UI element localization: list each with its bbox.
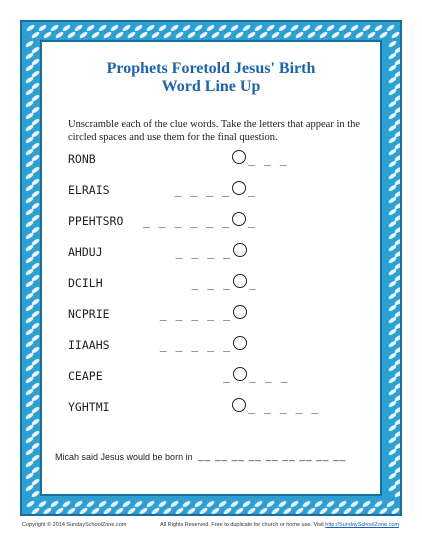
fish-icon	[235, 31, 245, 39]
fish-icon	[25, 184, 35, 192]
clue-word: ELRAIS	[68, 183, 110, 197]
fish-icon	[386, 24, 396, 32]
circled-blank[interactable]	[233, 243, 247, 257]
fish-icon	[25, 136, 35, 144]
answer-blanks-before[interactable]: _ _ _	[191, 276, 231, 290]
fish-icon	[25, 460, 35, 468]
fish-icon	[338, 500, 348, 508]
footer-link[interactable]: http://SundaySchoolZone.com	[325, 522, 399, 528]
fish-icon	[388, 208, 398, 216]
fish-icon	[362, 24, 372, 32]
fish-icon	[271, 31, 281, 39]
fish-icon	[115, 507, 125, 515]
fish-icon	[388, 292, 398, 300]
fish-icon	[362, 500, 372, 508]
fish-icon	[388, 328, 398, 336]
answer-blanks-before[interactable]: _ _ _ _ _ _	[142, 214, 230, 228]
fish-icon	[25, 244, 35, 252]
answer-blanks-after[interactable]: _ _ _	[249, 369, 289, 383]
fish-icon	[278, 500, 288, 508]
fish-icon	[206, 24, 216, 32]
clue-word: RONB	[68, 152, 96, 166]
fish-icon	[31, 31, 41, 39]
fish-icon	[74, 24, 84, 32]
fish-icon	[25, 220, 35, 228]
footer-copyright: Copyright © 2014 SundaySchoolZone.com	[22, 522, 127, 528]
fish-icon	[259, 507, 269, 515]
fish-icon	[146, 24, 156, 32]
worksheet-panel	[40, 40, 382, 496]
fish-icon	[388, 220, 398, 228]
instructions: Unscramble each of the clue words. Take the letters that appear in the circled spaces and use them for the final question.	[68, 119, 361, 143]
fish-icon	[242, 24, 252, 32]
fish-icon	[103, 507, 113, 515]
circled-blank[interactable]	[233, 305, 247, 319]
circled-blank[interactable]	[232, 398, 246, 412]
fish-icon	[170, 500, 180, 508]
fish-icon	[25, 436, 35, 444]
fish-icon	[367, 507, 377, 515]
fish-icon	[247, 31, 257, 39]
fish-icon	[115, 31, 125, 39]
fish-icon	[25, 256, 35, 264]
fish-icon	[386, 500, 396, 508]
fish-icon	[350, 24, 360, 32]
fish-icon	[25, 268, 35, 276]
fish-icon	[25, 292, 35, 300]
fish-icon	[122, 24, 132, 32]
fish-icon	[278, 24, 288, 32]
fish-icon	[388, 316, 398, 324]
fish-icon	[388, 136, 398, 144]
fish-icon	[230, 24, 240, 32]
fish-icon	[79, 31, 89, 39]
fish-icon	[367, 31, 377, 39]
fish-icon	[379, 507, 389, 515]
fish-icon	[394, 490, 402, 498]
fish-icon	[388, 256, 398, 264]
circled-blank[interactable]	[233, 336, 247, 350]
fish-icon	[331, 31, 341, 39]
fish-icon	[25, 376, 35, 384]
circled-blank[interactable]	[232, 181, 246, 195]
fish-icon	[388, 412, 398, 420]
fish-icon	[43, 507, 53, 515]
fish-icon	[388, 352, 398, 360]
fish-icon	[25, 148, 35, 156]
fish-icon	[86, 24, 96, 32]
fish-icon	[25, 208, 35, 216]
fish-icon	[25, 52, 35, 60]
fish-icon	[25, 232, 35, 240]
fish-icon	[391, 31, 401, 39]
fish-icon	[25, 40, 35, 48]
answer-blanks-before[interactable]: _ _ _ _	[174, 183, 230, 197]
fish-icon	[388, 148, 398, 156]
fish-icon	[175, 31, 185, 39]
fish-icon	[25, 100, 35, 108]
fish-icon	[199, 31, 209, 39]
fish-icon	[388, 112, 398, 120]
final-question: Micah said Jesus would be born in	[55, 452, 193, 462]
fish-icon	[26, 500, 36, 508]
fish-icon	[307, 507, 317, 515]
fish-icon	[242, 500, 252, 508]
fish-icon	[266, 24, 276, 32]
fish-icon	[206, 500, 216, 508]
fish-icon	[254, 500, 264, 508]
fish-icon	[122, 500, 132, 508]
fish-icon	[25, 112, 35, 120]
fish-icon	[175, 507, 185, 515]
fish-icon	[307, 31, 317, 39]
fish-icon	[139, 31, 149, 39]
final-answer-blanks: __ __ __ __ __ __ __ __ __	[198, 451, 347, 462]
fish-icon	[25, 448, 35, 456]
fish-icon	[25, 304, 35, 312]
clue-word: AHDUJ	[68, 245, 103, 259]
fish-icon	[187, 31, 197, 39]
fish-icon	[187, 507, 197, 515]
clue-word: DCILH	[68, 276, 103, 290]
fish-icon	[127, 31, 137, 39]
circled-blank[interactable]	[232, 212, 246, 226]
answer-blanks-before[interactable]: _ _ _ _ _	[159, 307, 231, 321]
fish-icon	[182, 24, 192, 32]
fish-icon	[199, 507, 209, 515]
circled-blank[interactable]	[232, 150, 246, 164]
fish-icon	[134, 500, 144, 508]
fish-icon	[151, 507, 161, 515]
fish-icon	[62, 24, 72, 32]
answer-blanks-after[interactable]: _	[249, 276, 257, 290]
fish-icon	[146, 500, 156, 508]
fish-icon	[388, 304, 398, 312]
fish-icon	[25, 412, 35, 420]
fish-icon	[25, 352, 35, 360]
fish-icon	[314, 500, 324, 508]
fish-icon	[388, 184, 398, 192]
fish-icon	[218, 500, 228, 508]
fish-icon	[139, 507, 149, 515]
fish-icon	[388, 436, 398, 444]
fish-icon	[151, 31, 161, 39]
fish-icon	[379, 31, 389, 39]
fish-icon	[388, 472, 398, 480]
fish-icon	[211, 31, 221, 39]
clue-word: IIAAHS	[68, 338, 110, 352]
fish-icon	[163, 507, 173, 515]
fish-icon	[31, 507, 41, 515]
fish-icon	[127, 507, 137, 515]
fish-icon	[319, 507, 329, 515]
fish-icon	[194, 24, 204, 32]
fish-icon	[110, 24, 120, 32]
fish-icon	[388, 448, 398, 456]
fish-icon	[388, 232, 398, 240]
fish-icon	[388, 280, 398, 288]
fish-icon	[43, 31, 53, 39]
fish-icon	[163, 31, 173, 39]
fish-icon	[290, 24, 300, 32]
fish-icon	[355, 31, 365, 39]
footer-rights-text: All Rights Reserved. Free to duplicate for church or home use. Visit	[160, 522, 324, 528]
fish-icon	[343, 31, 353, 39]
answer-blanks-after[interactable]: _	[248, 214, 256, 228]
answer-blanks-after[interactable]: _ _ _	[248, 152, 288, 166]
fish-icon	[331, 507, 341, 515]
circled-blank[interactable]	[233, 367, 247, 381]
fish-icon	[283, 507, 293, 515]
fish-icon	[91, 507, 101, 515]
fish-icon	[319, 31, 329, 39]
clue-word: NCPRIE	[68, 307, 110, 321]
fish-icon	[25, 196, 35, 204]
fish-icon	[25, 472, 35, 480]
page-title: Prophets Foretold Jesus' Birth	[106, 60, 316, 77]
fish-icon	[62, 500, 72, 508]
fish-icon	[67, 31, 77, 39]
fish-icon	[388, 340, 398, 348]
fish-icon	[374, 500, 384, 508]
fish-icon	[388, 388, 398, 396]
fish-icon	[170, 24, 180, 32]
fish-icon	[388, 268, 398, 276]
fish-icon	[211, 507, 221, 515]
fish-icon	[31, 490, 41, 498]
fish-icon	[388, 244, 398, 252]
fish-icon	[314, 24, 324, 32]
fish-icon	[388, 376, 398, 384]
fish-icon	[67, 507, 77, 515]
fish-icon	[55, 507, 65, 515]
fish-icon	[254, 24, 264, 32]
fish-icon	[25, 424, 35, 432]
footer-rights	[160, 522, 399, 528]
fish-icon	[74, 500, 84, 508]
fish-icon	[50, 500, 60, 508]
fish-icon	[388, 400, 398, 408]
fish-icon	[247, 507, 257, 515]
fish-icon	[25, 124, 35, 132]
fish-icon	[38, 500, 48, 508]
answer-blanks-before[interactable]: _ _ _ _	[175, 245, 231, 259]
fish-icon	[388, 160, 398, 168]
fish-icon	[290, 500, 300, 508]
fish-icon	[79, 507, 89, 515]
fish-icon	[343, 507, 353, 515]
fish-icon	[388, 424, 398, 432]
fish-icon	[25, 400, 35, 408]
fish-icon	[388, 40, 398, 48]
fish-icon	[326, 500, 336, 508]
fish-icon	[388, 196, 398, 204]
fish-icon	[50, 24, 60, 32]
fish-icon	[388, 52, 398, 60]
fish-icon	[271, 507, 281, 515]
circled-blank[interactable]	[233, 274, 247, 288]
clue-word: PPEHTSRO	[68, 214, 124, 228]
fish-icon	[25, 340, 35, 348]
fish-icon	[25, 280, 35, 288]
fish-icon	[25, 316, 35, 324]
fish-icon	[283, 31, 293, 39]
fish-icon	[25, 364, 35, 372]
fish-icon	[355, 507, 365, 515]
clue-word: CEAPE	[68, 369, 103, 383]
fish-icon	[223, 507, 233, 515]
fish-icon	[134, 24, 144, 32]
fish-icon	[388, 484, 398, 492]
fish-icon	[374, 24, 384, 32]
fish-icon	[25, 388, 35, 396]
fish-icon	[388, 364, 398, 372]
fish-icon	[25, 328, 35, 336]
fish-icon	[218, 24, 228, 32]
answer-blanks-before[interactable]: _	[223, 369, 231, 383]
fish-icon	[350, 500, 360, 508]
fish-icon	[25, 160, 35, 168]
fish-icon	[259, 31, 269, 39]
fish-icon	[388, 124, 398, 132]
fish-icon	[223, 31, 233, 39]
fish-icon	[388, 460, 398, 468]
page-subtitle: Word Line Up	[161, 78, 261, 95]
fish-icon	[91, 31, 101, 39]
fish-icon	[194, 500, 204, 508]
answer-blanks-before[interactable]: _ _ _ _ _	[159, 338, 231, 352]
fish-icon	[266, 500, 276, 508]
answer-blanks-after[interactable]: _	[248, 183, 256, 197]
fish-icon	[55, 31, 65, 39]
fish-icon	[98, 500, 108, 508]
fish-icon	[158, 24, 168, 32]
fish-icon	[230, 500, 240, 508]
fish-icon	[182, 500, 192, 508]
fish-icon	[295, 31, 305, 39]
fish-icon	[25, 172, 35, 180]
fish-icon	[326, 24, 336, 32]
fish-icon	[302, 500, 312, 508]
fish-icon	[302, 24, 312, 32]
fish-icon	[295, 507, 305, 515]
fish-icon	[158, 500, 168, 508]
fish-icon	[388, 100, 398, 108]
clue-word: YGHTMI	[68, 400, 110, 414]
fish-icon	[391, 507, 401, 515]
fish-icon	[26, 24, 36, 32]
fish-icon	[86, 500, 96, 508]
fish-icon	[388, 172, 398, 180]
fish-icon	[110, 500, 120, 508]
fish-icon	[98, 24, 108, 32]
answer-blanks-after[interactable]: _ _ _ _ _	[248, 400, 320, 414]
fish-icon	[38, 24, 48, 32]
fish-icon	[25, 484, 35, 492]
fish-icon	[235, 507, 245, 515]
fish-icon	[338, 24, 348, 32]
fish-icon	[103, 31, 113, 39]
